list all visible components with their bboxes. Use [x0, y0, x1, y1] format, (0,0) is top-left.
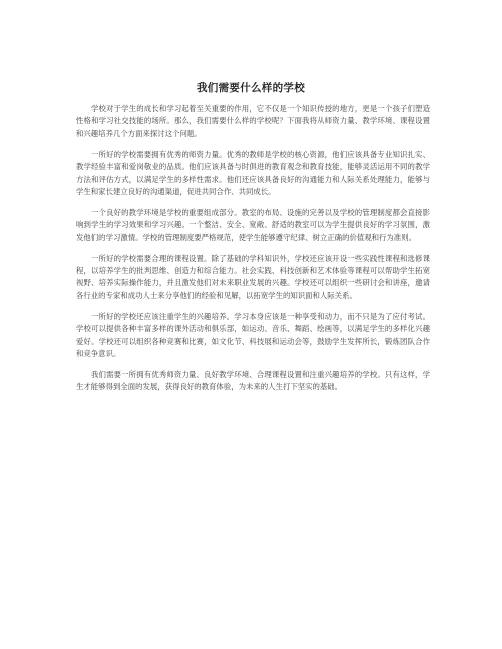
- paragraph-intro: 学校对于学生的成长和学习起着至关重要的作用，它不仅是一个知识传授的地方，更是一个孩子们塑造性格和学习社交技能的场所。那么，我们需要什么样的学校呢？下面我将从师资力量、教学环境、课程设置和兴趣培养几个方面来探讨这个问题。: [76, 104, 430, 138]
- paragraph-teachers: 一所好的学校需要拥有优秀的师资力量。优秀的教师是学校的核心资源，他们应该具备专业知识扎实、教学经验丰富和爱岗敬业的品质。他们应该具备与时俱进的教育观念和教育技能，能够灵活运用不同的教学方法和评估方式，以满足学生的多样性需求。他们还应该具备良好的沟通能力和人际关系处理能力，能够与学生和家长建立良好的沟通渠道，促进共同合作、共同成长。: [76, 149, 430, 196]
- document-body: [76, 103, 430, 402]
- paragraph-environment: 一个良好的教学环境是学校的重要组成部分。教室的布局、设施的完善以及学校的管理制度都会直接影响到学生的学习效果和学习兴趣。一个整洁、安全、宽敞、舒适的教室可以为学生提供良好的学习氛围，激发他们的学习激情。学校的管理制度要严格规范，使学生能够遵守纪律、树立正确的价值观和行为准则。: [76, 207, 430, 242]
- document-title: 我们需要什么样的学校: [197, 82, 305, 94]
- paragraph-curriculum: 一所好的学校需要合理的课程设置。除了基础的学科知识外，学校还应该开设一些实践性课程和选修课程，以培养学生的批判思维、创造力和综合能力。社会实践、科技创新和艺术体验等课程可以帮助学生拓宽视野、培养实际操作能力，并且激发他们对未来职业发展的兴趣。学校还可以组织一些研讨会和讲座，邀请各行业的专家和成功人士来分享他们的经验和见解，以拓宽学生的知识面和人际关系。: [76, 253, 430, 300]
- paragraph-interests: 一所好的学校还应该注重学生的兴趣培养。学习本身应该是一种享受和动力，而不只是为了应付考试。学校可以提供各种丰富多样的课外活动和俱乐部，如运动、音乐、舞蹈、绘画等，以满足学生的多样化兴趣爱好。学校还可以组织各种竞赛和比赛，如文化节、科技展和运动会等，鼓励学生发挥所长，锻炼团队合作和竞争意识。: [76, 311, 430, 358]
- paragraph-conclusion: 我们需要一所拥有优秀师资力量、良好教学环境、合理课程设置和注重兴趣培养的学校。只有这样，学生才能够得到全面的发展，获得良好的教育体验，为未来的人生打下坚实的基础。: [76, 369, 430, 392]
